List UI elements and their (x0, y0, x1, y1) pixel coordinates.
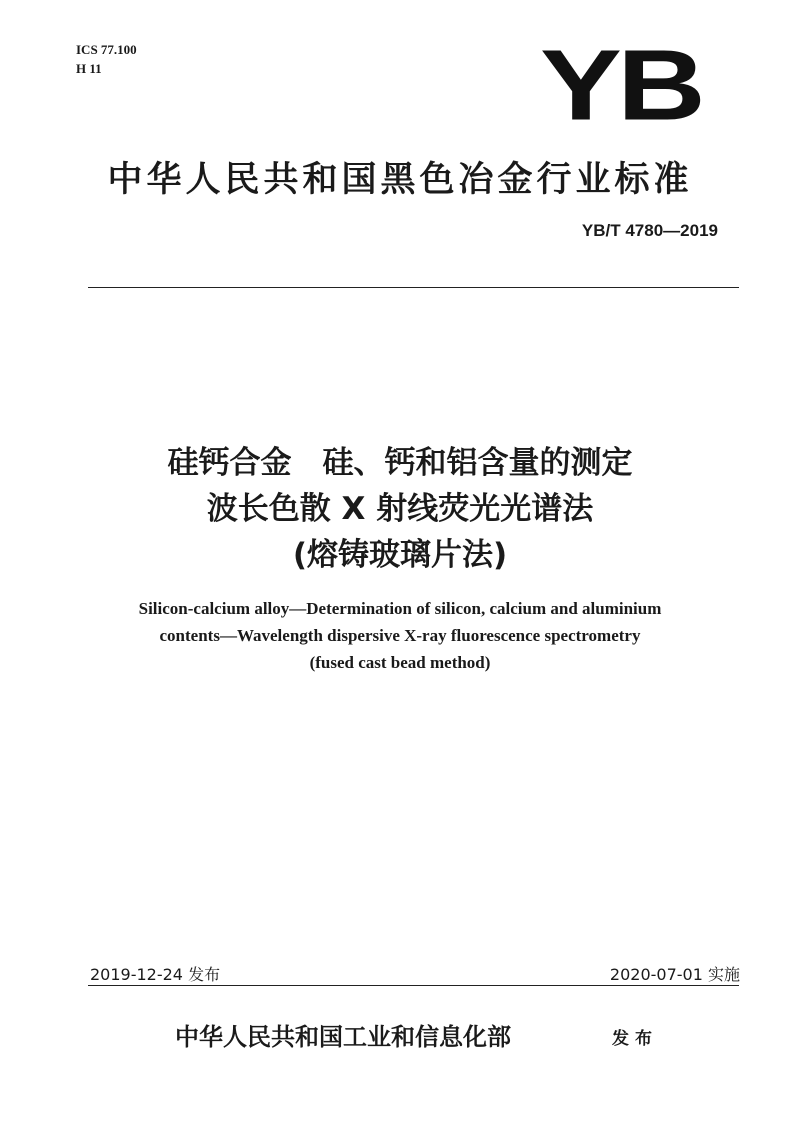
bottom-divider (88, 985, 739, 986)
chinese-title-line-3: (熔铸玻璃片法) (292, 537, 508, 573)
chinese-title-line-1: 硅钙合金 硅、钙和铝含量的测定 (167, 445, 633, 481)
yb-logo: YB (540, 30, 702, 142)
top-divider (88, 287, 739, 288)
english-title-line-1: Silicon-calcium alloy—Determination of silicon, calcium and aluminium (138, 599, 662, 618)
classification-codes (76, 40, 137, 78)
implementation-date: 2020-07-01 实施 (609, 965, 740, 984)
ics-code: ICS 77.100 (76, 42, 137, 57)
issue-date: 2019-12-24 发布 (90, 965, 221, 984)
english-title-line-2: contents—Wavelength dispersive X-ray fluorescence spectrometry (159, 626, 641, 645)
industry-standard-title: 中华人民共和国黑色冶金行业标准 (107, 160, 693, 200)
english-title-line-3: (fused cast bead method) (309, 653, 491, 672)
chinese-title-line-2: 波长色散 X 射线荧光光谱法 (206, 491, 594, 527)
publish-label: 发布 (612, 1029, 658, 1049)
ccs-code: H 11 (76, 61, 102, 76)
english-title (0, 595, 800, 676)
standard-code: YB/T 4780—2019 (581, 221, 718, 240)
chinese-title (0, 440, 800, 578)
publisher-name: 中华人民共和国工业和信息化部 (175, 1022, 511, 1051)
